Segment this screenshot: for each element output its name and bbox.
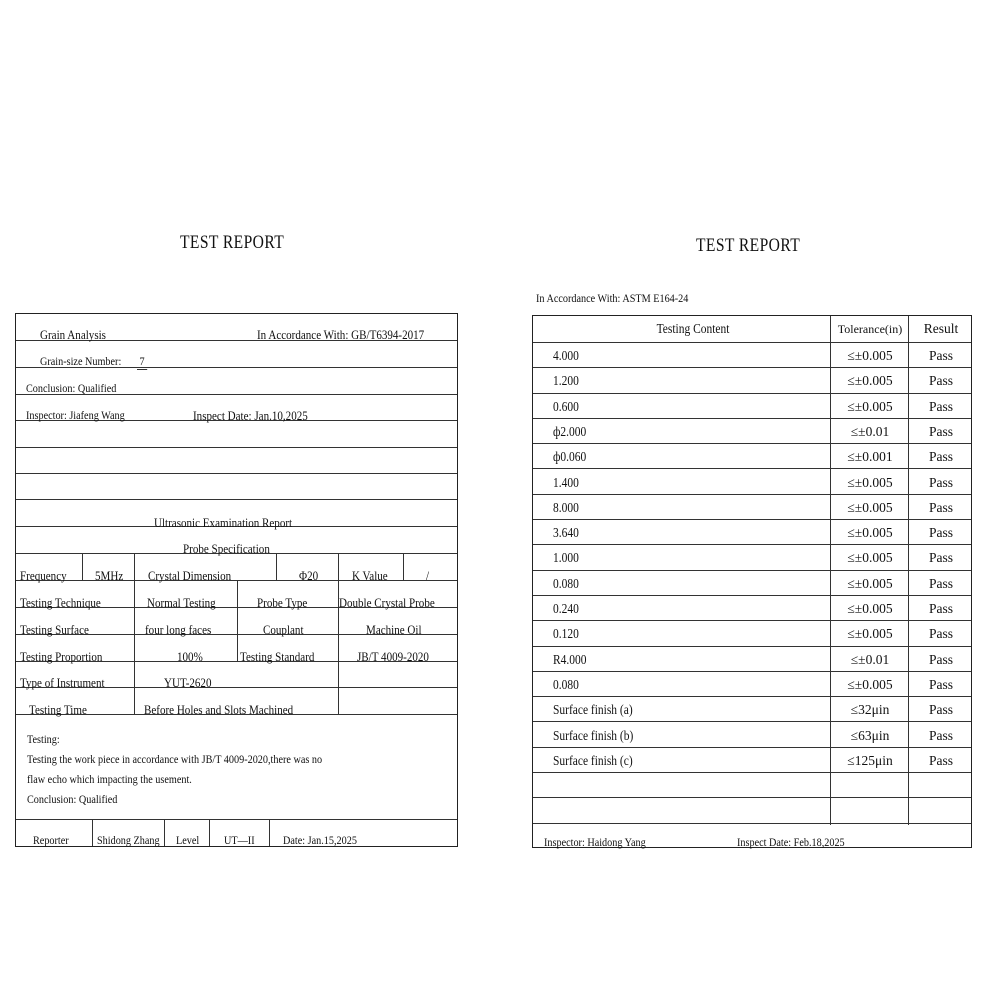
- testing-content-cell: R4.000: [553, 651, 587, 667]
- result-cell: Pass: [928, 373, 953, 389]
- result-cell: Pass: [928, 601, 953, 616]
- testing-content-cell: Surface finish (c): [553, 752, 633, 768]
- standard-label: Testing Standard: [240, 649, 315, 664]
- testing-content-cell: 8.000: [553, 499, 579, 515]
- result-cell: Pass: [928, 550, 953, 566]
- result-cell: Pass: [928, 474, 953, 490]
- right-inspector: Inspector: Haidong Yang: [544, 835, 646, 849]
- reporter-value: Shidong Zhang: [97, 833, 160, 847]
- technique-row: [16, 581, 457, 608]
- tolerance-cell: ≤125μin: [847, 752, 893, 768]
- testing-content-cell: [553, 773, 791, 798]
- result-cell: Pass: [928, 499, 953, 515]
- testing-content-cell: 4.000: [553, 348, 579, 363]
- instrument-row: [16, 662, 457, 688]
- probe-spec-heading: Probe Specification: [183, 541, 270, 556]
- header-result: Result: [923, 321, 959, 336]
- testing-content-cell: Surface finish (a): [553, 702, 633, 718]
- testing-content-cell: 3.640: [553, 525, 579, 541]
- tolerance-cell: ≤±0.005: [847, 575, 893, 591]
- surface-row: [16, 608, 457, 635]
- tolerance-cell: ≤±0.01: [850, 651, 890, 667]
- table-row: [533, 470, 971, 495]
- result-cell: Pass: [928, 676, 953, 692]
- technique-value: Normal Testing: [147, 595, 216, 610]
- result-cell: Pass: [928, 651, 953, 667]
- testing-content-cell: 0.080: [553, 676, 579, 692]
- right-accordance: In Accordance With: ASTM E164-24: [536, 291, 689, 305]
- grain-inspect-date: Inspect Date: Jan.10,2025: [193, 408, 308, 423]
- empty-row: [16, 474, 457, 500]
- testing-conclusion: Conclusion: Qualified: [27, 792, 118, 806]
- instrument-label: Type of Instrument: [20, 675, 105, 690]
- tolerance-cell: ≤±0.005: [847, 373, 893, 389]
- result-cell: Pass: [928, 423, 953, 439]
- col-divider: [830, 316, 831, 825]
- table-row: [533, 545, 971, 570]
- tolerance-cell: ≤±0.005: [847, 525, 893, 541]
- standard-value: JB/T 4009-2020: [357, 649, 429, 664]
- table-row: [533, 368, 971, 393]
- grain-conclusion: Conclusion: Qualified: [26, 381, 117, 395]
- proportion-label: Testing Proportion: [20, 649, 103, 664]
- k-value: /: [426, 568, 430, 583]
- instrument-value: YUT-2620: [164, 675, 212, 690]
- table-row: [533, 697, 971, 722]
- tolerance-cell: ≤±0.01: [850, 423, 890, 439]
- testing-content-cell: [553, 798, 791, 823]
- couplant-label: Couplant: [263, 622, 304, 637]
- couplant-value: Machine Oil: [366, 622, 422, 637]
- empty-row: [16, 421, 457, 448]
- tolerance-cell: ≤±0.005: [847, 499, 893, 515]
- testing-line-1: Testing the work piece in accordance with JB/T 4009-2020,there was no: [27, 752, 323, 766]
- time-label: Testing Time: [29, 702, 87, 717]
- tolerance-cell: ≤±0.005: [847, 626, 893, 642]
- header-tolerance: Tolerance(in): [837, 322, 903, 336]
- ultrasonic-heading: Ultrasonic Examination Report: [154, 515, 293, 530]
- tolerance-cell: ≤±0.005: [847, 474, 893, 490]
- right-inspect-date: Inspect Date: Feb.18,2025: [737, 835, 845, 849]
- testing-block: [16, 715, 457, 820]
- tolerance-cell: ≤63μin: [850, 727, 890, 743]
- proportion-row: [16, 635, 457, 662]
- table-row: [533, 520, 971, 545]
- grain-heading: Grain Analysis: [40, 327, 106, 342]
- testing-content-cell: 1.400: [553, 474, 579, 490]
- tolerance-cell: [831, 798, 909, 823]
- table-row: [533, 419, 971, 444]
- testing-content-cell: 1.200: [553, 373, 579, 389]
- k-value-label: K Value: [352, 568, 388, 583]
- result-cell: Pass: [928, 525, 953, 541]
- testing-content-cell: ф2.000: [553, 423, 587, 439]
- result-cell: Pass: [928, 398, 953, 414]
- grain-heading-row: [16, 314, 457, 341]
- ultrasonic-heading-row: [16, 500, 457, 530]
- result-cell: Pass: [928, 727, 953, 743]
- result-cell: Pass: [928, 348, 953, 363]
- testing-content-cell: 1.000: [553, 550, 579, 566]
- time-value: Before Holes and Slots Machined: [144, 702, 294, 717]
- surface-label: Testing Surface: [20, 622, 89, 637]
- probe-spec-row: [16, 527, 457, 554]
- grain-accordance: In Accordance With: GB/T6394-2017: [257, 327, 425, 342]
- testing-heading: Testing:: [27, 732, 60, 746]
- proportion-value: 100%: [177, 649, 203, 664]
- tolerance-cell: ≤±0.005: [847, 601, 893, 616]
- tolerance-cell: ≤±0.005: [847, 550, 893, 566]
- table-row: [533, 773, 971, 798]
- testing-content-cell: ф0.060: [553, 449, 587, 465]
- tolerance-cell: ≤±0.005: [847, 348, 893, 363]
- result-cell: Pass: [928, 752, 953, 768]
- grain-inspector-row: [16, 395, 457, 421]
- testing-content-cell: Surface finish (b): [553, 727, 634, 743]
- result-cell: Pass: [928, 575, 953, 591]
- probe-type-label: Probe Type: [257, 595, 308, 610]
- level-value: UT—II: [224, 833, 255, 847]
- level-label: Level: [176, 833, 200, 847]
- tolerance-cell: ≤32μin: [850, 702, 890, 718]
- time-row: [16, 688, 457, 715]
- table-row: [533, 444, 971, 469]
- grain-size-value: 7: [137, 354, 147, 370]
- frequency-row: [16, 554, 457, 581]
- result-cell: Pass: [928, 626, 953, 642]
- table-row: [533, 621, 971, 646]
- left-report-title: TEST REPORT: [180, 232, 285, 253]
- tolerance-cell: [831, 773, 909, 798]
- table-row: [533, 596, 971, 621]
- frequency-value: 5MHz: [95, 568, 124, 583]
- tolerance-cell: ≤±0.005: [847, 676, 893, 692]
- table-row: [533, 798, 971, 823]
- grain-conclusion-row: [16, 368, 457, 395]
- probe-type-value: Double Crystal Probe: [339, 595, 435, 610]
- left-footer-row: [16, 820, 457, 846]
- grain-size-label: Grain-size Number:: [40, 354, 122, 368]
- table-row: [533, 748, 971, 773]
- right-footer-row: [533, 823, 971, 847]
- testing-content-cell: 0.600: [553, 398, 579, 414]
- table-row: [533, 723, 971, 748]
- right-report-title: TEST REPORT: [696, 235, 801, 256]
- grain-inspector: Inspector: Jiafeng Wang: [26, 408, 125, 422]
- crystal-value: Φ20: [299, 568, 319, 583]
- col-divider: [908, 316, 909, 825]
- testing-content-cell: 0.120: [553, 626, 579, 642]
- table-row: [533, 343, 971, 368]
- reporter-label: Reporter: [33, 833, 69, 847]
- surface-value: four long faces: [145, 622, 212, 637]
- left-footer-date: Date: Jan.15,2025: [283, 833, 357, 847]
- result-cell: [909, 798, 973, 823]
- empty-row: [16, 448, 457, 474]
- technique-label: Testing Technique: [20, 595, 101, 610]
- table-row: [533, 672, 971, 697]
- result-cell: Pass: [928, 702, 953, 718]
- right-header-row: [533, 316, 971, 343]
- tolerance-cell: ≤±0.005: [847, 398, 893, 414]
- frequency-label: Frequency: [20, 568, 67, 583]
- tolerance-cell: ≤±0.001: [847, 449, 893, 465]
- header-testing-content: Testing Content: [656, 321, 730, 336]
- table-row: [533, 495, 971, 520]
- table-row: [533, 647, 971, 672]
- right-report-table: [532, 315, 972, 848]
- testing-content-cell: 0.080: [553, 575, 579, 591]
- result-cell: [909, 773, 973, 798]
- grain-size-row: [16, 341, 457, 368]
- left-report-table: [15, 313, 458, 847]
- testing-line-2: flaw echo which impacting the usement.: [27, 772, 192, 786]
- crystal-label: Crystal Dimension: [148, 568, 232, 583]
- table-row: [533, 571, 971, 596]
- testing-content-cell: 0.240: [553, 601, 579, 616]
- table-row: [533, 394, 971, 419]
- result-cell: Pass: [928, 449, 953, 465]
